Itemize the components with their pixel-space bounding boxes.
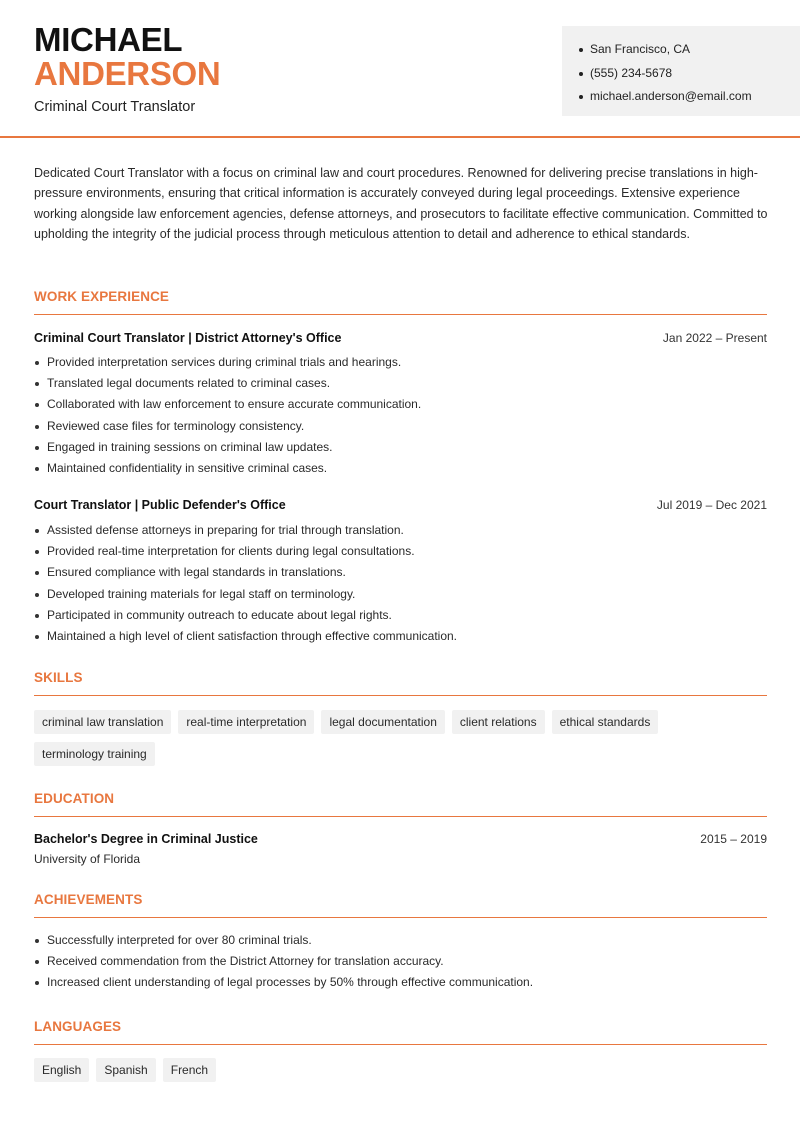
- job-role: Criminal Court Translator | District Attorney's Office: [34, 331, 342, 345]
- job-dates: Jan 2022 – Present: [662, 331, 767, 345]
- education-dates: 2015 – 2019: [700, 832, 767, 846]
- contact-phone: (555) 234-5678: [579, 62, 800, 86]
- list-item: Collaborated with law enforcement to ensure accurate communication.: [34, 394, 767, 415]
- skill-tag: real-time interpretation: [178, 710, 314, 734]
- job-entry-1: [34, 330, 767, 346]
- list-item: Maintained confidentiality in sensitive criminal cases.: [34, 458, 767, 479]
- skill-tag: client relations: [452, 710, 545, 734]
- section-title-languages: LANGUAGES: [34, 1019, 767, 1045]
- contact-box: [562, 26, 800, 116]
- section-title-education: EDUCATION: [34, 791, 767, 817]
- skill-tag: terminology training: [34, 742, 155, 766]
- education-entry: [34, 831, 767, 847]
- skill-tag: criminal law translation: [34, 710, 171, 734]
- language-tag: Spanish: [96, 1058, 155, 1082]
- job-entry-2: [34, 497, 767, 513]
- job-dates: Jul 2019 – Dec 2021: [656, 498, 767, 512]
- achievements-list: [34, 930, 767, 994]
- list-item: Increased client understanding of legal processes by 50% through effective communication.: [34, 972, 767, 993]
- list-item: Maintained a high level of client satisfaction through effective communication.: [34, 626, 767, 647]
- contact-location: San Francisco, CA: [579, 38, 800, 62]
- skill-tag: legal documentation: [321, 710, 444, 734]
- contact-email: michael.anderson@email.com: [579, 85, 800, 109]
- list-item: Engaged in training sessions on criminal law updates.: [34, 437, 767, 458]
- school-name: University of Florida: [34, 852, 141, 866]
- degree: Bachelor's Degree in Criminal Justice: [34, 832, 258, 846]
- list-item: Translated legal documents related to criminal cases.: [34, 373, 767, 394]
- language-tag: French: [163, 1058, 216, 1082]
- section-title-skills: SKILLS: [34, 670, 767, 696]
- language-tag: English: [34, 1058, 89, 1082]
- list-item: Provided real-time interpretation for clients during legal consultations.: [34, 541, 767, 562]
- list-item: Assisted defense attorneys in preparing for trial through translation.: [34, 520, 767, 541]
- job-role: Court Translator | Public Defender's Office: [34, 498, 286, 512]
- last-name: ANDERSON: [34, 55, 221, 92]
- section-title-work: WORK EXPERIENCE: [34, 289, 767, 315]
- resume-header: [0, 0, 800, 138]
- first-name: MICHAEL: [34, 21, 183, 58]
- languages-list: [34, 1058, 774, 1090]
- skill-tag: ethical standards: [552, 710, 659, 734]
- list-item: Ensured compliance with legal standards in translations.: [34, 562, 767, 583]
- list-item: Provided interpretation services during criminal trials and hearings.: [34, 352, 767, 373]
- section-title-achievements: ACHIEVEMENTS: [34, 892, 767, 918]
- list-item: Received commendation from the District Attorney for translation accuracy.: [34, 951, 767, 972]
- skills-list: [34, 710, 774, 774]
- list-item: Reviewed case files for terminology consistency.: [34, 416, 767, 437]
- list-item: Participated in community outreach to educate about legal rights.: [34, 605, 767, 626]
- job-2-bullets: [34, 520, 767, 647]
- list-item: Developed training materials for legal staff on terminology.: [34, 584, 767, 605]
- summary-paragraph: Dedicated Court Translator with a focus on criminal law and court procedures. Renowned for delivering precise translations in high-pressure environments, ensuring that critical information is accurately conveyed during legal proceedings. Extensive experience working alongside law enforcement agencies, defense attorneys, and prosecutors to facilitate effective communication. Committed to upholding the integrity of the judicial process through meticulous attention to detail and adherence to ethical standards.: [34, 166, 768, 242]
- job-1-bullets: [34, 352, 767, 479]
- job-title: Criminal Court Translator: [34, 99, 196, 115]
- list-item: Successfully interpreted for over 80 criminal trials.: [34, 930, 767, 951]
